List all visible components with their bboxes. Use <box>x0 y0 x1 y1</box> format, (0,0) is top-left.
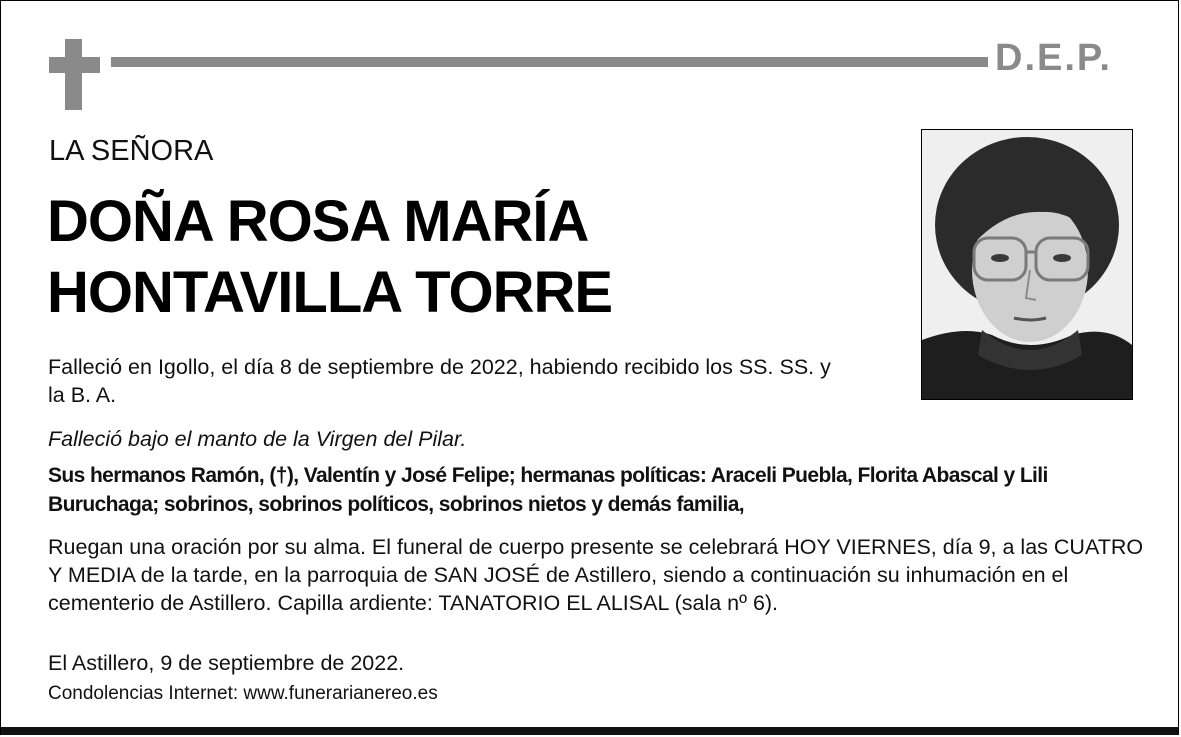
devotion-line: Falleció bajo el manto de la Virgen del Pilar. <box>48 427 467 451</box>
dep-label: D.E.P. <box>995 37 1112 79</box>
cross-icon <box>49 39 100 110</box>
deceased-name <box>47 187 612 329</box>
place-date: El Astillero, 9 de septiembre de 2022. <box>48 651 405 675</box>
bottom-rule <box>1 727 1178 735</box>
death-notice: Falleció en Igollo, el día 8 de septiembre de 2022, habiendo recibido los SS. SS. y la B. A. <box>48 355 831 407</box>
header-rule <box>111 57 988 67</box>
name-line-2: HONTAVILLA TORRE <box>47 259 613 325</box>
funeral-details: Ruegan una oración por su alma. El funeral de cuerpo presente se celebrará HOY VIERNES, día 9, a las CUATRO Y MEDIA de la tarde, en la parroquia de SAN JOSÉ de Astillero, siendo a continuación su inhumación en el cementerio de Astillero. Capilla ardiente: TANATORIO EL ALISAL (sala nº 6). <box>48 535 1144 615</box>
condolences-line: Condolencias Internet: www.funerarianereo.es <box>48 683 438 704</box>
honorific: LA SEÑORA <box>49 135 214 167</box>
name-line-1: DOÑA ROSA MARÍA <box>47 189 589 254</box>
family-list: Sus hermanos Ramón, (†), Valentín y José Felipe; hermanas políticas: Araceli Puebla, Florita Abascal y Lili Buruchaga; sobrinos, sobrinos políticos, sobrinos nietos y demás familia, <box>48 464 1048 516</box>
portrait-photo <box>921 129 1133 400</box>
